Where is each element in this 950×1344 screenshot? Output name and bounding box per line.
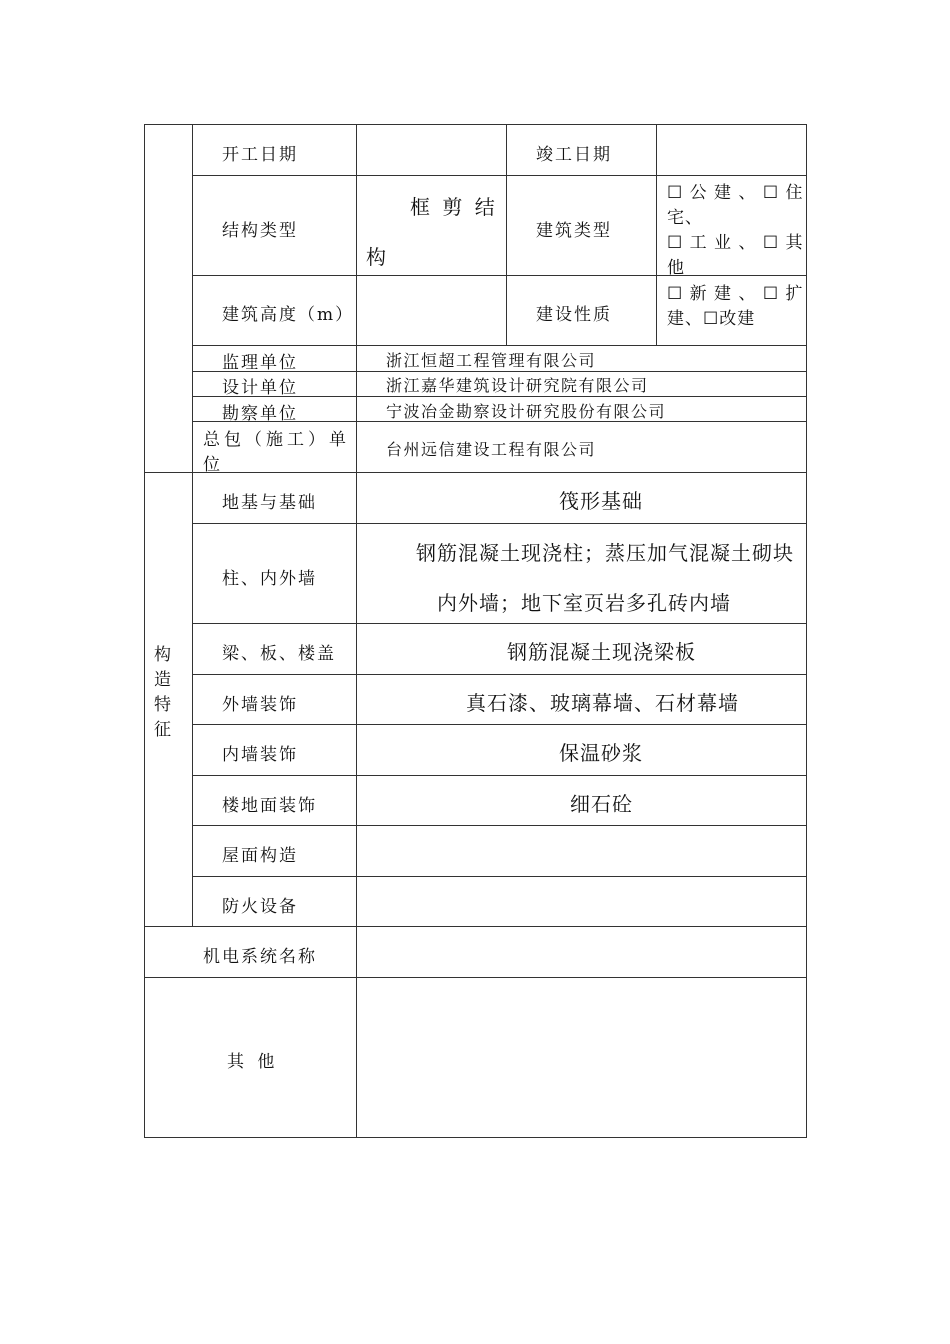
section-divider — [144, 926, 807, 927]
beams-slabs-value: 钢筋混凝土现浇梁板 — [507, 640, 696, 664]
col-divider — [656, 124, 657, 346]
fire-equipment-label: 防火设备 — [222, 897, 298, 917]
row-divider — [192, 825, 807, 826]
start-date-label: 开工日期 — [222, 145, 298, 165]
row-divider — [192, 775, 807, 776]
construction-nature-option-line[interactable]: 建、☐改建 — [667, 309, 756, 329]
columns-walls-value-line1: 钢筋混凝土现浇柱；蒸压加气混凝土砌块 — [416, 541, 794, 565]
general-contractor-label-line2: 位 — [203, 455, 222, 475]
structure-type-label: 结构类型 — [222, 221, 298, 241]
col-divider — [356, 124, 357, 1138]
table-border-right — [806, 124, 807, 1138]
table-border-bottom — [144, 1137, 807, 1138]
row-divider — [192, 345, 807, 346]
construction-group-label-char: 造 — [154, 670, 173, 690]
supervision-unit-label: 监理单位 — [222, 353, 298, 373]
supervision-unit-value: 浙江恒超工程管理有限公司 — [386, 351, 597, 370]
survey-unit-value: 宁波冶金勘察设计研究股份有限公司 — [386, 402, 667, 421]
construction-nature-option-line[interactable]: ☐ 新 建 、 ☐ 扩 — [667, 284, 804, 304]
col-divider — [192, 124, 193, 927]
structure-type-value-line2: 构 — [366, 245, 387, 269]
floor-finish-value: 细石砼 — [570, 792, 633, 816]
building-type-option-line: 宅、 — [667, 208, 703, 228]
other-label: 其 他 — [227, 1052, 279, 1072]
structure-type-value-line1: 框 剪 结 — [410, 195, 498, 219]
design-unit-value: 浙江嘉华建筑设计研究院有限公司 — [386, 376, 649, 395]
roof-label: 屋面构造 — [222, 846, 298, 866]
foundation-value: 筏形基础 — [559, 489, 643, 513]
interior-finish-value: 保温砂浆 — [559, 741, 643, 765]
completion-date-label: 竣工日期 — [536, 145, 612, 165]
row-divider — [192, 724, 807, 725]
construction-nature-label: 建设性质 — [536, 305, 612, 325]
row-divider — [192, 876, 807, 877]
section-divider — [144, 472, 807, 473]
row-divider — [192, 674, 807, 675]
construction-group-label-char: 征 — [154, 720, 173, 740]
general-contractor-value: 台州远信建设工程有限公司 — [386, 440, 597, 459]
row-divider — [192, 523, 807, 524]
foundation-label: 地基与基础 — [222, 493, 317, 513]
table-border-top — [144, 124, 807, 125]
design-unit-label: 设计单位 — [222, 378, 298, 398]
construction-group-label-char: 特 — [154, 695, 173, 715]
building-type-option-line[interactable]: ☐ 工 业 、 ☐ 其 — [667, 233, 804, 253]
beams-slabs-label: 梁、板、楼盖 — [222, 644, 336, 664]
general-contractor-label-line1: 总包（施工）单 — [203, 430, 350, 450]
col-divider — [506, 124, 507, 346]
row-divider — [192, 623, 807, 624]
interior-finish-label: 内墙装饰 — [222, 745, 298, 765]
mep-system-label: 机电系统名称 — [203, 947, 317, 967]
survey-unit-label: 勘察单位 — [222, 404, 298, 424]
columns-walls-label: 柱、内外墙 — [222, 569, 317, 589]
construction-group-label-char: 构 — [154, 645, 173, 665]
exterior-finish-label: 外墙装饰 — [222, 695, 298, 715]
columns-walls-value-line2: 内外墙；地下室页岩多孔砖内墙 — [437, 591, 731, 615]
row-divider — [192, 275, 807, 276]
row-divider — [192, 175, 807, 176]
exterior-finish-value: 真石漆、玻璃幕墙、石材幕墙 — [466, 691, 739, 715]
floor-finish-label: 楼地面装饰 — [222, 796, 317, 816]
table-border-left — [144, 124, 145, 1138]
building-height-label: 建筑高度（m） — [222, 305, 355, 325]
building-type-option-line: 他 — [667, 258, 685, 278]
building-type-option-line[interactable]: ☐ 公 建 、 ☐ 住 — [667, 183, 804, 203]
building-type-label: 建筑类型 — [536, 221, 612, 241]
section-divider — [144, 977, 807, 978]
